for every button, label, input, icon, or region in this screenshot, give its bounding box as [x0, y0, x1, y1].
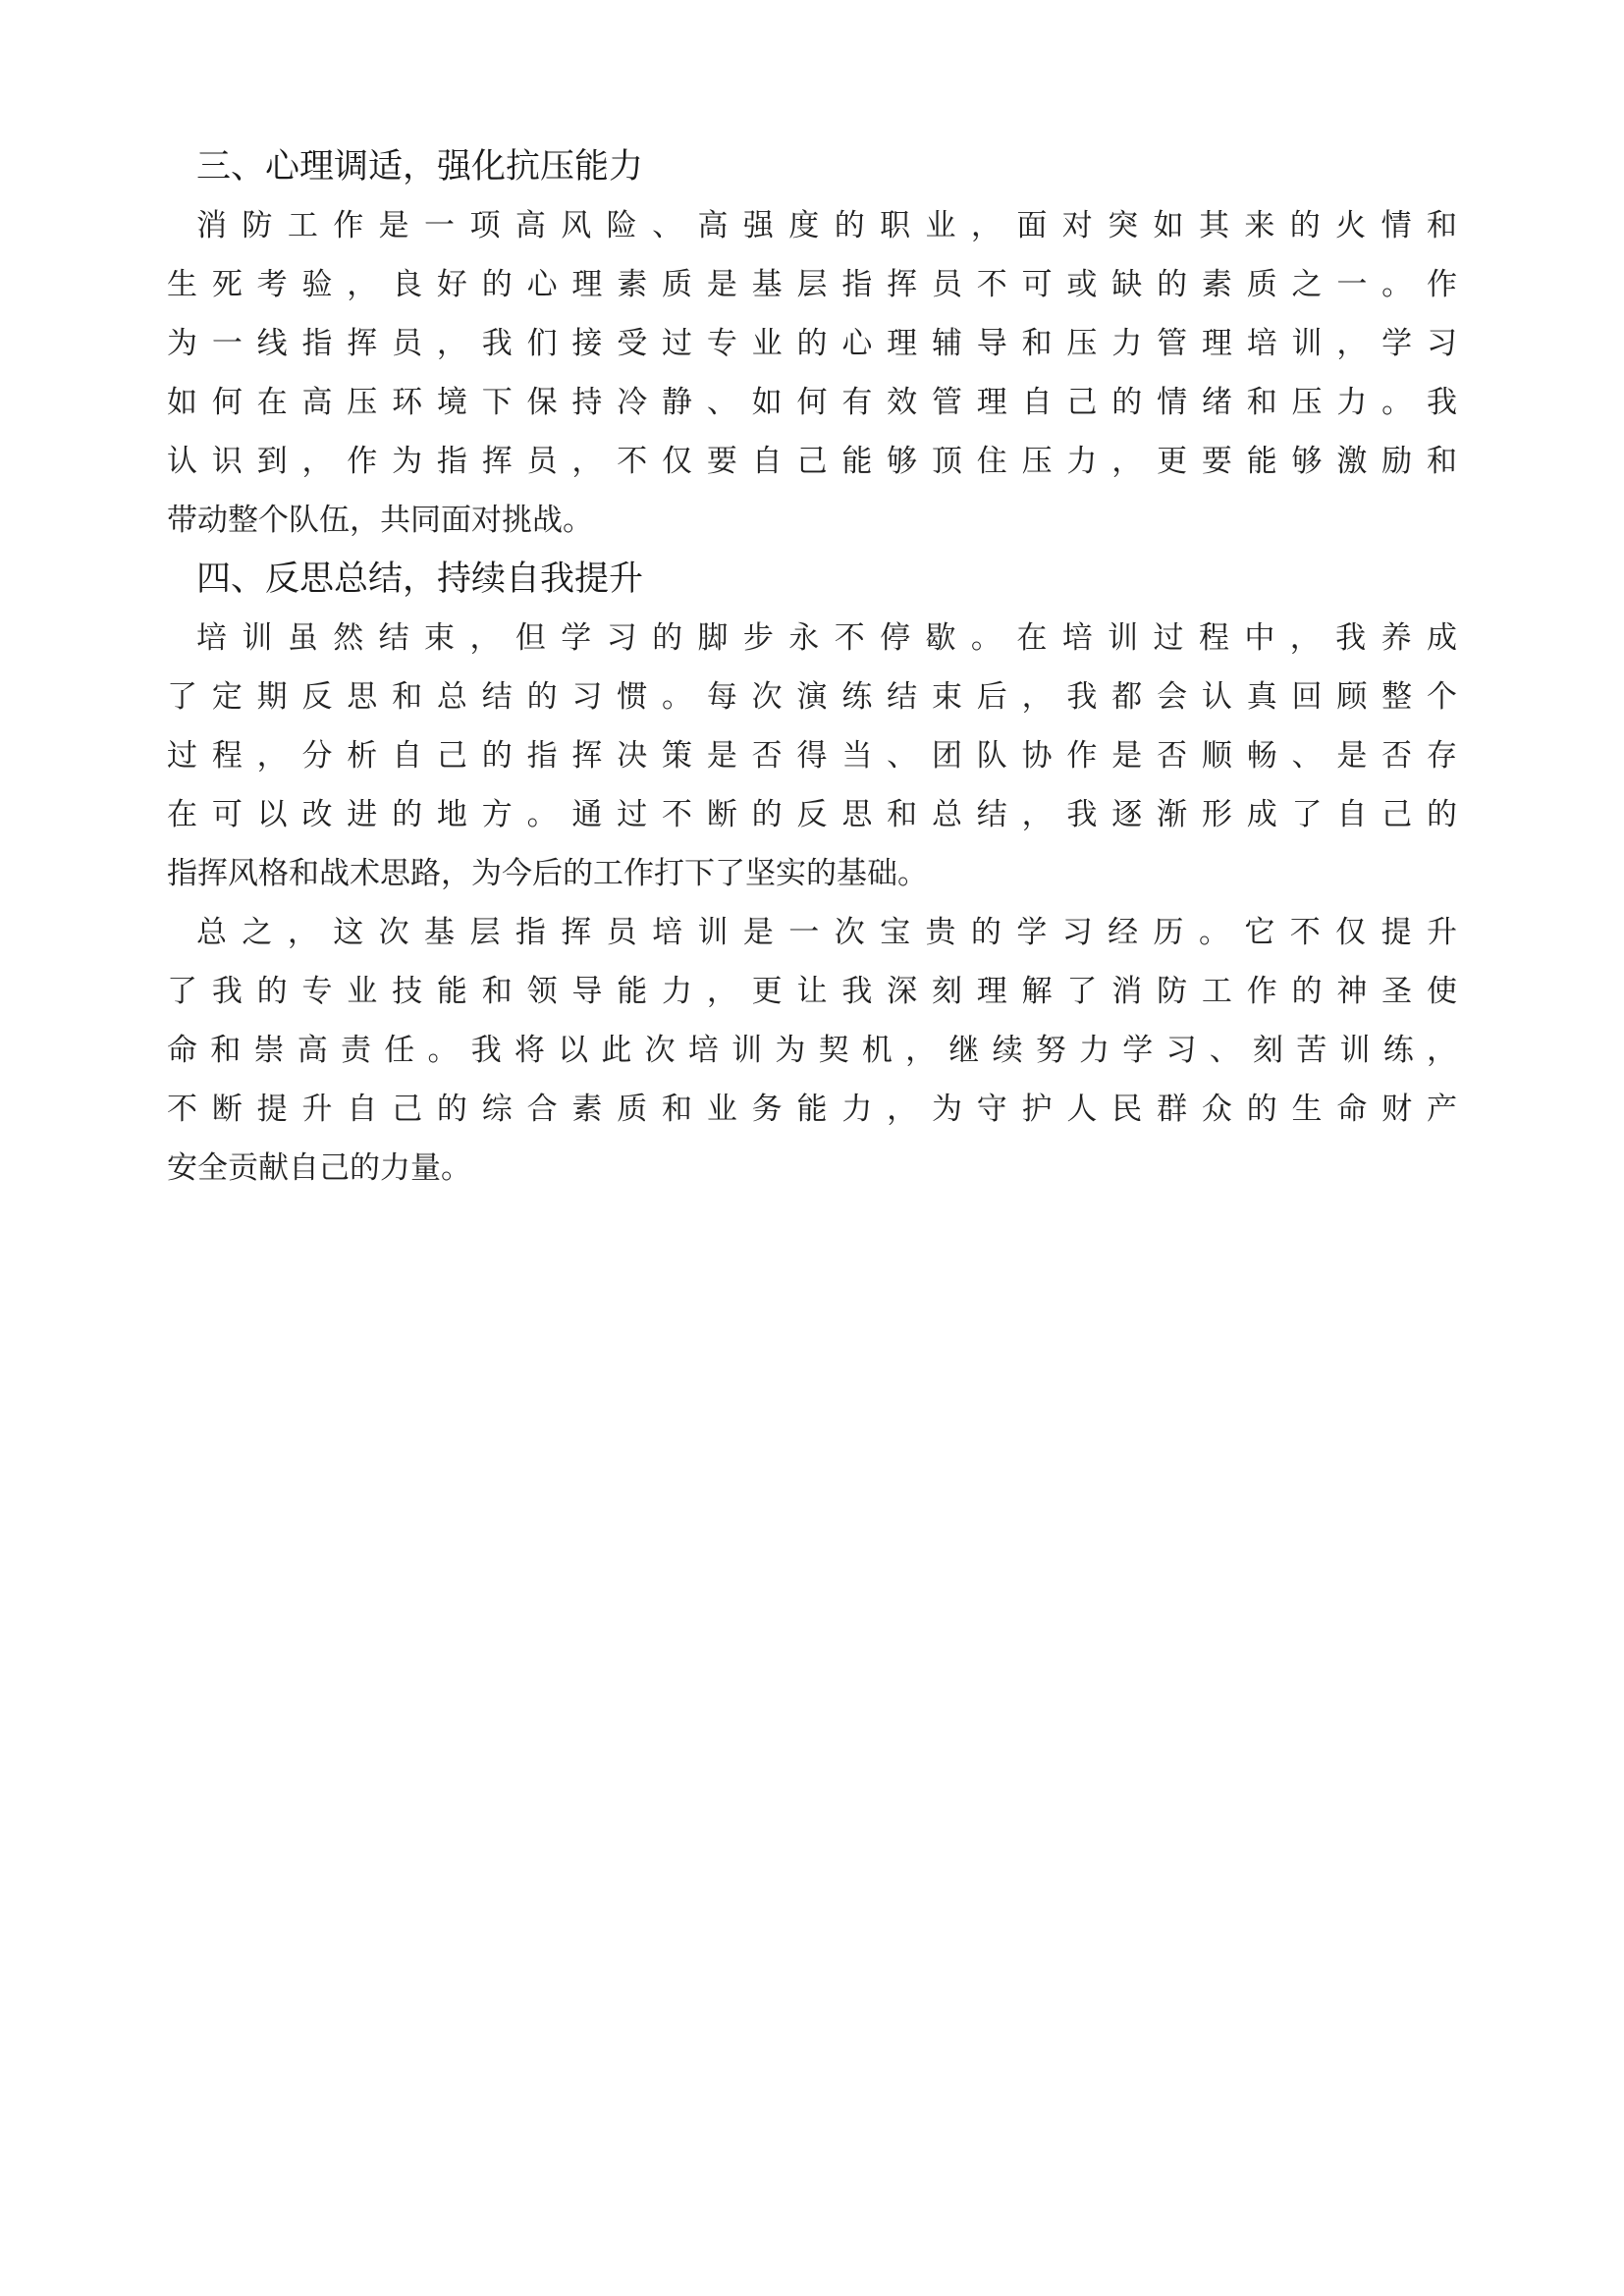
text-line: 认识到，作为指挥员，不仅要自己能够顶住压力，更要能够激励和 [167, 444, 1457, 478]
text-line: 过程，分析自己的指挥决策是否得当、团队协作是否顺畅、是否存 [167, 738, 1457, 773]
text-line: 了定期反思和总结的习惯。每次演练结束后，我都会认真回顾整个 [167, 679, 1457, 714]
paragraph [167, 196, 1457, 550]
text-line: 培训虽然结束，但学习的脚步永不停歇。在培训过程中，我养成 [196, 620, 1457, 655]
section-heading: 四、反思总结，持续自我提升 [196, 560, 644, 598]
text-line: 消防工作是一项高风险、高强度的职业，面对突如其来的火情和 [196, 208, 1457, 242]
text-line: 指挥风格和战术思路，为今后的工作打下了坚实的基础。 [167, 856, 928, 890]
text-line: 生死考验，良好的心理素质是基层指挥员不可或缺的素质之一。作 [167, 267, 1457, 301]
document-content [167, 137, 1457, 1198]
text-line: 为一线指挥员，我们接受过专业的心理辅导和压力管理培训，学习 [167, 326, 1457, 360]
text-line: 如何在高压环境下保持冷静、如何有效管理自己的情绪和压力。我 [167, 385, 1457, 419]
text-line: 不断提升自己的综合素质和业务能力，为守护人民群众的生命财产 [167, 1092, 1457, 1126]
section-heading: 三、心理调适，强化抗压能力 [196, 147, 644, 186]
paragraph [167, 903, 1457, 1198]
text-line: 在可以改进的地方。通过不断的反思和总结，我逐渐形成了自己的 [167, 797, 1457, 831]
text-line: 安全贡献自己的力量。 [167, 1150, 471, 1185]
text-line: 总之，这次基层指挥员培训是一次宝贵的学习经历。它不仅提升 [196, 915, 1457, 949]
text-line: 带动整个队伍，共同面对挑战。 [167, 503, 593, 537]
paragraph [167, 609, 1457, 903]
text-line: 了我的专业技能和领导能力，更让我深刻理解了消防工作的神圣使 [167, 974, 1457, 1008]
text-line: 命和崇高责任。我将以此次培训为契机，继续努力学习、刻苦训练， [167, 1033, 1457, 1067]
